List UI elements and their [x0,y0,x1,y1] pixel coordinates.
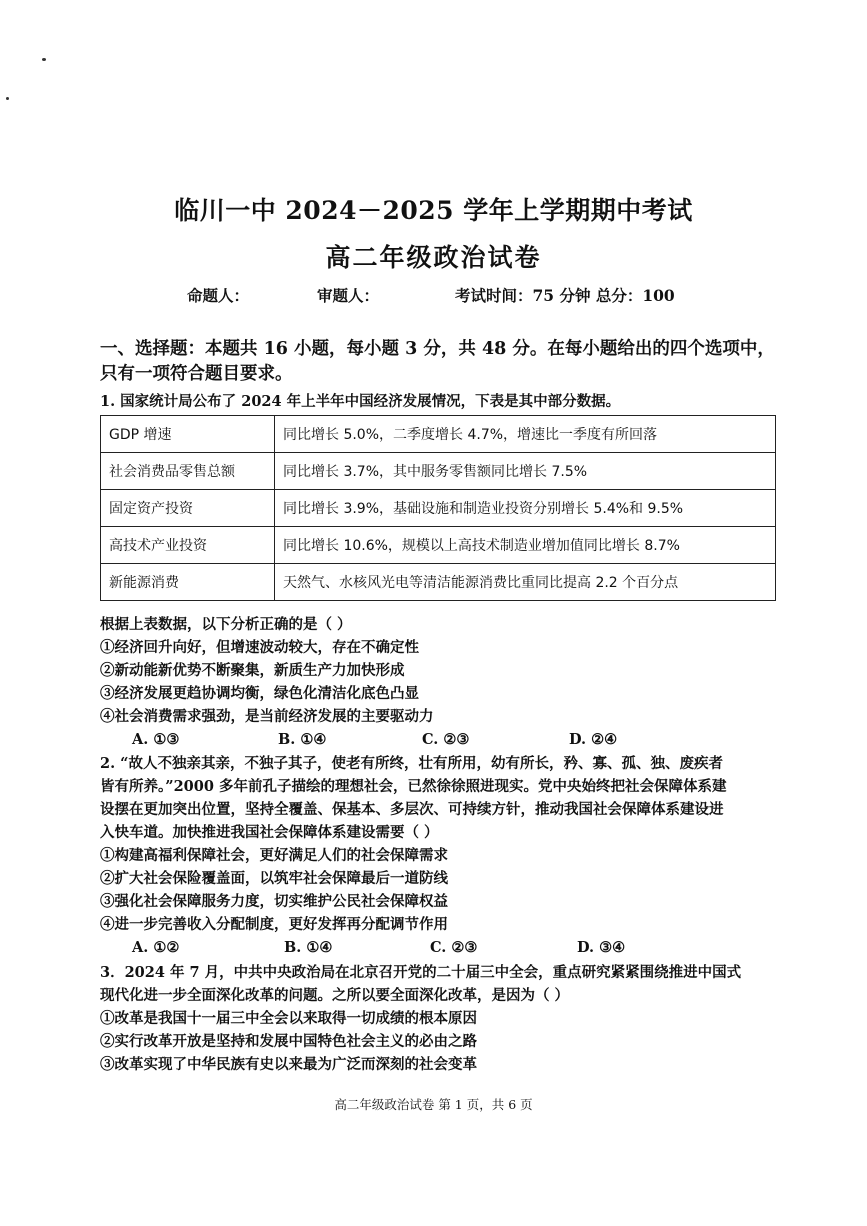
question-1-item: ④社会消费需求强劲，是当前经济发展的主要驱动力 [100,708,434,725]
table-row [101,527,776,564]
question-2-line: 2. “故人不独亲其亲，不独子其子，使老有所终，壮有所用，幼有所长，矜、寡、孤、独、废疾者 [100,755,724,772]
table-cell-indicator: 社会消费品零售总额 [101,453,275,490]
scan-speck [6,97,9,100]
question-1-stem-text: 1. 国家统计局公布了 2024 年上半年中国经济发展情况，下表是其中部分数据。 [100,393,621,410]
question-1-item: ①经济回升向好，但增速波动较大，存在不确定性 [100,639,419,656]
table-row [101,453,776,490]
question-1-stem [100,390,780,413]
question-1-ask: 根据上表数据，以下分析正确的是（ ） [100,616,352,633]
table-cell-value: 同比增长 3.7%，其中服务零售额同比增长 7.5% [275,453,776,490]
table-cell-indicator: GDP 增速 [101,416,275,453]
time-total-label: 考试时间：75 分钟 总分：100 [455,286,675,305]
exam-subtitle: 高二年级政治试卷 [325,243,542,272]
question-3 [100,961,780,1076]
question-3-line: 3．2024 年 7 月，中共中央政治局在北京召开党的二十届三中全会，重点研究紧紧围绕推进中国式 [100,964,742,981]
option-d: D. ②④ [569,731,618,748]
question-3-item: ②实行改革开放是坚持和发展中国特色社会主义的必由之路 [100,1033,477,1050]
option-c: C. ②③ [422,731,470,748]
section-heading: 一、选择题：本题共 16 小题，每小题 3 分，共 48 分。在每小题给出的四个选项中，只有一项符合题目要求。 [100,339,775,384]
table-cell-indicator: 固定资产投资 [101,490,275,527]
question-1-item: ②新动能新优势不断聚集，新质生产力加快形成 [100,662,405,679]
option-b: B. ①④ [278,731,327,748]
economic-data-table [100,415,776,601]
table-cell-value: 同比增长 10.6%，规模以上高技术制造业增加值同比增长 8.7% [275,527,776,564]
question-2-line: 入快车道。加快推进我国社会保障体系建设需要（ ） [100,824,439,841]
question-3-item: ③改革实现了中华民族有史以来最为广泛而深刻的社会变革 [100,1056,477,1073]
table-cell-value: 同比增长 3.9%，基础设施和制造业投资分别增长 5.4%和 9.5% [275,490,776,527]
reviewer-label: 审题人： [317,286,380,305]
option-a: A. ①③ [132,731,180,748]
option-c: C. ②③ [430,939,478,956]
exam-title: 临川一中 2024－2025 学年上学期期中考试 [174,196,693,225]
question-1-body [100,613,780,751]
question-3-item: ①改革是我国十一届三中全会以来取得一切成绩的根本原因 [100,1010,477,1027]
table-cell-value: 天然气、水核风光电等清洁能源消费比重同比提高 2.2 个百分点 [275,564,776,601]
author-label: 命题人： [187,286,250,305]
question-2-options [100,936,780,959]
table-row [101,416,776,453]
question-2-item: ①构建高福利保障社会，更好满足人们的社会保障需求 [100,847,448,864]
option-d: D. ③④ [577,939,626,956]
table-cell-indicator: 高技术产业投资 [101,527,275,564]
scan-speck [42,58,46,61]
question-2 [100,752,780,959]
table-cell-indicator: 新能源消费 [101,564,275,601]
table-row [101,490,776,527]
question-2-line: 皆有所养。”2000 多年前孔子描绘的理想社会，已然徐徐照进现实。党中央始终把社会保障体系建 [100,778,727,795]
option-a: A. ①② [132,939,180,956]
question-2-item: ③强化社会保障服务力度，切实维护公民社会保障权益 [100,893,448,910]
question-2-item: ④进一步完善收入分配制度，更好发挥再分配调节作用 [100,916,448,933]
question-2-item: ②扩大社会保险覆盖面，以筑牢社会保障最后一道防线 [100,870,448,887]
option-b: B. ①④ [284,939,333,956]
question-1-item: ③经济发展更趋协调均衡，绿色化清洁化底色凸显 [100,685,419,702]
question-3-line: 现代化进一步全面深化改革的问题。之所以要全面深化改革，是因为（ ） [100,987,570,1004]
table-row [101,564,776,601]
table-cell-value: 同比增长 5.0%，二季度增长 4.7%，增速比一季度有所回落 [275,416,776,453]
question-1-options [100,728,780,751]
page-footer: 高二年级政治试卷 第 1 页，共 6 页 [334,1097,533,1112]
question-2-line: 设摆在更加突出位置，坚持全覆盖、保基本、多层次、可持续方针，推动我国社会保障体系建设进 [100,801,724,818]
